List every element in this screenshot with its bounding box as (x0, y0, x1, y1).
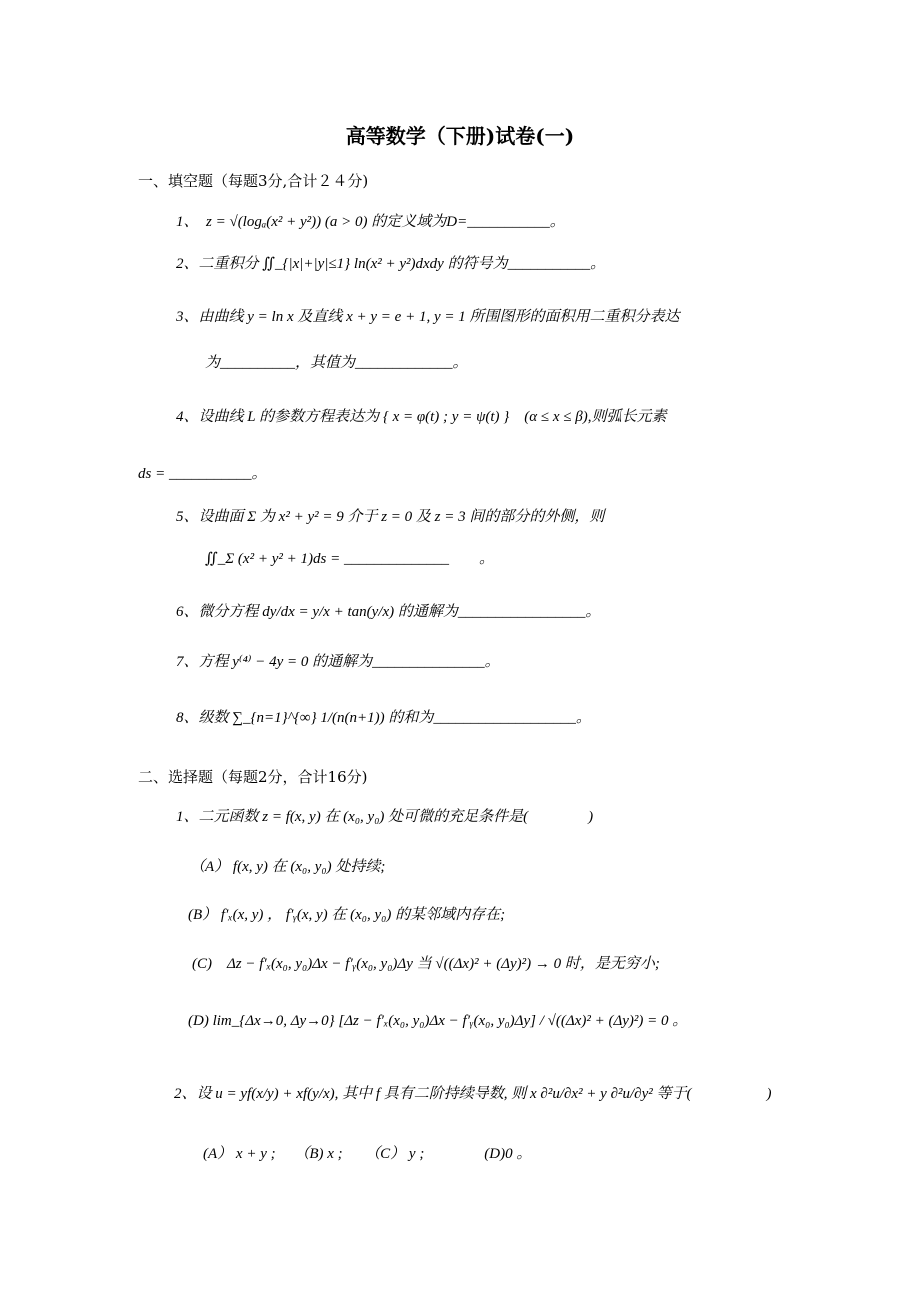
question-1-4-line-1: 4、设曲线 L 的参数方程表达为 { x = φ(t) ; y = ψ(t) } (α ≤ x ≤ β),则弧长元素 (176, 409, 667, 425)
question-1-3-line-2: 为__________，其值为_____________。 (205, 355, 468, 371)
question-2-1-option-d: (D) lim_{Δx→0, Δy→0} [Δz − f′ₓ(x₀, y₀)Δx − f′ᵧ(x₀, y₀)Δy] / √((Δx)² + (Δy)²) = 0 。 (188, 1013, 688, 1029)
question-1-8: 8、级数 ∑_{n=1}^{∞} 1/(n(n+1)) 的和为___________________。 (176, 710, 591, 726)
question-1-6: 6、微分方程 dy/dx = y/x + tan(y/x) 的通解为_________________。 (176, 604, 601, 620)
question-1-5-line-2: ∬_Σ (x² + y² + 1)ds = ______________ 。 (205, 551, 494, 567)
question-1-5-line-1: 5、设曲面 Σ 为 x² + y² = 9 介于 z = 0 及 z = 3 间的部分的外侧，则 (176, 509, 605, 525)
section-2-heading: 二、选择题（每题2分，合计16分) (138, 768, 368, 786)
exam-title: 高等数学（下册)试卷(一) (345, 124, 575, 148)
section-1-heading: 一、填空题（每题3分,合计２４分) (138, 172, 369, 190)
question-2-1-option-c: (C) Δz − f′ₓ(x₀, y₀)Δx − f′ᵧ(x₀, y₀)Δy 当 √((Δx)² + (Δy)²) → 0 时，是无穷小; (192, 956, 660, 972)
question-1-1: 1、 z = √(logₐ(x² + y²)) (a > 0) 的定义域为D=___________。 (176, 214, 565, 230)
question-1-2: 2、二重积分 ∬_{|x|+|y|≤1} ln(x² + y²)dxdy 的符号为___________。 (176, 256, 606, 272)
question-1-3-line-1: 3、由曲线 y = ln x 及直线 x + y = e + 1, y = 1 所围图形的面积用二重积分表达 (176, 309, 680, 325)
question-1-7: 7、方程 y⁽⁴⁾ − 4y = 0 的通解为_______________。 (176, 654, 500, 670)
question-2-1-option-a: （A） f(x, y) 在 (x₀, y₀) 处持续; (190, 859, 386, 875)
question-2-2-options: (A） x + y ; （B) x ; （C） y ; (D)0 。 (203, 1146, 532, 1162)
question-2-1: 1、二元函数 z = f(x, y) 在 (x₀, y₀) 处可微的充足条件是( ) (176, 809, 594, 825)
question-2-1-option-b: (B） f′ₓ(x, y) ， f′ᵧ(x, y) 在 (x₀, y₀) 的某邻域内存在; (188, 907, 506, 923)
question-2-2: 2、设 u = yf(x/y) + xf(y/x), 其中 f 具有二阶持续导数, 则 x ∂²u/∂x² + y ∂²u/∂y² 等于( ) (174, 1086, 772, 1102)
question-1-4-line-2: ds = ___________。 (138, 466, 267, 482)
